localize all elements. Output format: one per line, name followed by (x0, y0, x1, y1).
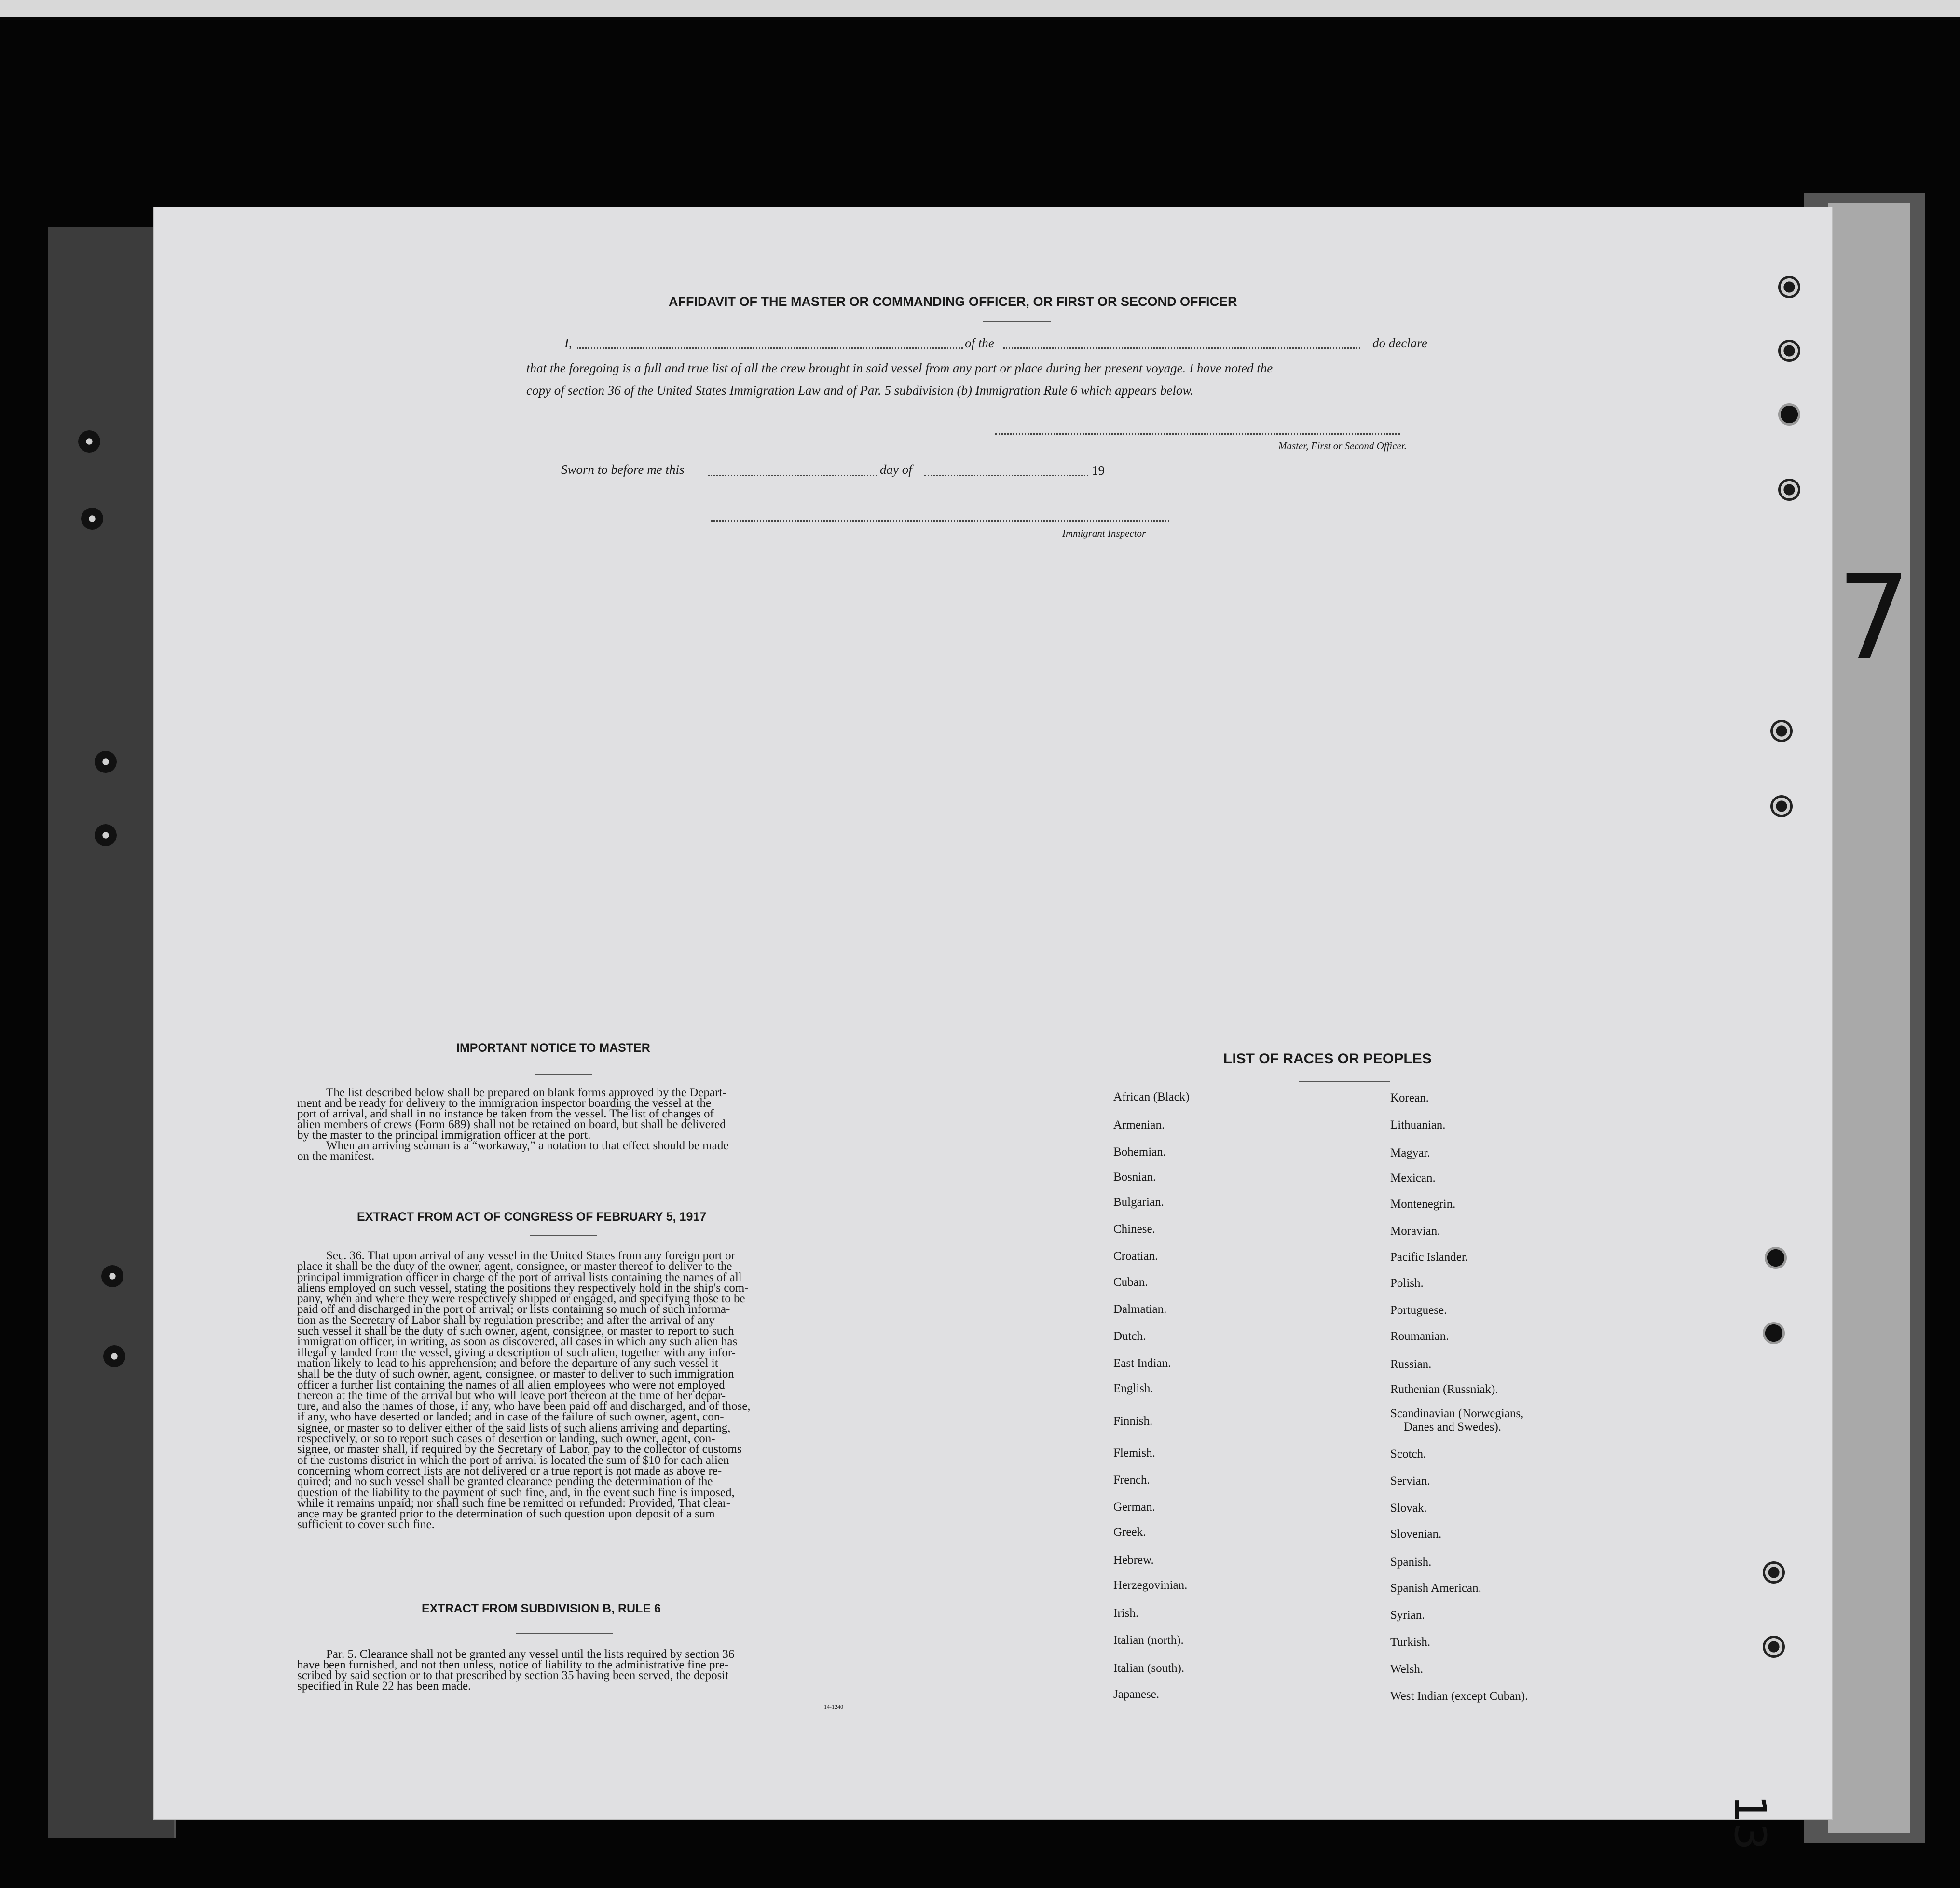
race-item: Turkish. (1390, 1636, 1431, 1649)
race-item: Portuguese. (1390, 1304, 1447, 1317)
race-item: Armenian. (1113, 1118, 1165, 1131)
race-item: Polish. (1390, 1277, 1424, 1290)
race-item: French. (1113, 1474, 1150, 1487)
race-item: Magyar. (1390, 1146, 1430, 1159)
race-item: Bosnian. (1113, 1171, 1156, 1184)
punch-hole-icon (103, 1345, 125, 1367)
race-item: Chinese. (1113, 1223, 1155, 1236)
race-item: Slovenian. (1390, 1528, 1442, 1541)
race-item: Japanese. (1113, 1688, 1160, 1701)
race-item: Mexican. (1390, 1171, 1436, 1185)
race-item: Ruthenian (Russniak). (1390, 1383, 1498, 1396)
handwritten-corner-number: 13 (1725, 1795, 1775, 1850)
race-item: Lithuanian. (1390, 1118, 1446, 1131)
act-line: tion as the Secretary of Labor shall by regulation prescribe; and after the arrival of any (297, 1313, 715, 1327)
month-line (924, 475, 1088, 476)
act-line: of the customs district in which the port of arrival is located the sum of $10 for each alien (297, 1453, 729, 1467)
notice-line: alien members of crews (Form 689) shall not be retained on board, but shall be delivered (297, 1118, 726, 1131)
declaration-line-2: copy of section 36 of the United States Immigration Law and of Par. 5 subdivision (b) Immigration Rule 6 which appears below. (526, 383, 1194, 398)
notice-line: port of arrival, and shall in no instance be taken from the vessel. The list of changes of (297, 1107, 714, 1120)
punch-hole-icon (1763, 1561, 1785, 1584)
act-line: signee, or master so to deliver either of the said lists of such aliens arriving and departing, (297, 1421, 731, 1434)
races-rule (1299, 1081, 1390, 1082)
race-item: Bulgarian. (1113, 1196, 1164, 1209)
act-line: if any, who have deserted or landed; and in case of the failure of such owner, agent, con- (297, 1410, 724, 1424)
punch-hole-icon (1778, 340, 1800, 362)
punch-hole-icon (81, 508, 103, 530)
inspector-signature-line (711, 520, 1169, 522)
affidavit-heading: AFFIDAVIT OF THE MASTER OR COMMANDING OFFICER, OR FIRST OR SECOND OFFICER (669, 294, 1237, 309)
act-line: aliens employed on such vessel, stating the positions they respectively hold in the ship's com- (297, 1281, 749, 1295)
rule-line: specified in Rule 22 has been made. (297, 1680, 471, 1693)
rule-line: scribed by said section or to that prescribed by section 35 having been served, the deposit (297, 1669, 729, 1682)
race-item: Cuban. (1113, 1276, 1148, 1289)
sworn-day-line (708, 475, 877, 476)
race-item: Slovak. (1390, 1502, 1427, 1515)
punch-hole-icon (1763, 1636, 1785, 1658)
race-item: Bohemian. (1113, 1145, 1166, 1158)
act-line: ance may be granted prior to the determination of such question upon deposit of a sum (297, 1507, 715, 1521)
race-item: East Indian. (1113, 1357, 1171, 1370)
race-item: West Indian (except Cuban). (1390, 1690, 1528, 1703)
top-edge-strip (0, 0, 1960, 17)
punch-hole-icon (1763, 1322, 1785, 1344)
act-line: pany, when and where they were respectively shipped or engaged, and specifying those to be (297, 1292, 745, 1306)
race-item: Italian (north). (1113, 1634, 1184, 1647)
race-item: Hebrew. (1113, 1554, 1154, 1567)
race-item: African (Black) (1113, 1090, 1190, 1103)
punch-hole-icon (1765, 1247, 1787, 1269)
form-code: 14-1240 (824, 1703, 843, 1710)
notice-line: on the manifest. (297, 1150, 375, 1163)
act-line: quired; and no such vessel shall be granted clearance pending the determination of the (297, 1475, 713, 1488)
race-item: Servian. (1390, 1475, 1430, 1488)
race-item: Pacific Islander. (1390, 1251, 1468, 1264)
rule-extract-body (297, 1649, 857, 1692)
act-line: question of the liability to the payment of such fine, and, in the event such fine is imposed, (297, 1486, 735, 1499)
act-line: immigration officer, in writing, as soon as discovered, all cases in which any such alien has (297, 1335, 738, 1349)
declaration-line-1: that the foregoing is a full and true list of all the crew brought in said vessel from any port or place during her present voyage. I have noted the (526, 361, 1273, 375)
notice-line: When an arriving seaman is a “workaway,” a notation to that effect should be made (326, 1139, 729, 1152)
of-the-label: of the (965, 336, 994, 350)
signature-line (995, 433, 1400, 435)
rule-rule (516, 1633, 613, 1634)
race-item: Korean. (1390, 1091, 1429, 1104)
notice-line: The list described below shall be prepared on blank forms approved by the Depart- (326, 1086, 726, 1099)
punch-hole-icon (1778, 276, 1800, 298)
race-item: Herzegovinian. (1113, 1579, 1188, 1592)
race-item: Croatian. (1113, 1250, 1158, 1263)
name-field-line (577, 347, 963, 349)
race-item: German. (1113, 1501, 1155, 1514)
race-item: Irish. (1113, 1607, 1139, 1620)
sworn-label: Sworn to before me this (561, 462, 685, 477)
rule-extract-heading: EXTRACT FROM SUBDIVISION B, RULE 6 (422, 1602, 661, 1615)
race-item: Flemish. (1113, 1447, 1155, 1460)
rule-line: Par. 5. Clearance shall not be granted any vessel until the lists required by section 36 (326, 1648, 735, 1661)
act-rule (530, 1235, 597, 1236)
race-item: Moravian. (1390, 1225, 1440, 1238)
punch-hole-icon (1770, 795, 1793, 817)
binder-right-page-edge (1828, 203, 1910, 1833)
punch-hole-icon (1778, 403, 1800, 426)
races-heading: LIST OF RACES OR PEOPLES (1223, 1051, 1432, 1067)
act-line: concerning whom correct lists are not delivered or a true report is not made as above re- (297, 1464, 722, 1477)
act-line: thereon at the time of the arrival but who will leave port thereon at the time of her depar- (297, 1389, 726, 1402)
act-line: such vessel it shall be the duty of such owner, agent, consignee, or master to report to such (297, 1324, 734, 1338)
act-line: sufficient to cover such fine. (297, 1518, 435, 1531)
act-line: principal immigration officer in charge of the port of arrival lists containing the names of all (297, 1270, 742, 1284)
act-line: respectively, or so to report such cases of desertion or landing, such owner, agent, con- (297, 1432, 715, 1446)
race-item: Dalmatian. (1113, 1303, 1167, 1316)
act-extract-body (297, 1251, 857, 1530)
punch-hole-icon (1778, 479, 1800, 501)
form-page (153, 207, 1833, 1820)
act-line: while it remains unpaid; nor shall such fine be remitted or refunded: Provided, That clear- (297, 1496, 731, 1510)
punch-hole-icon (95, 824, 117, 846)
act-line: officer a further list containing the names of all alien employees who were not employed (297, 1378, 725, 1392)
signature-caption: Master, First or Second Officer. (1278, 440, 1407, 452)
race-item: Montenegrin. (1390, 1198, 1456, 1211)
rule-line: have been furnished, and not then unless, notice of liability to the administrative fine pre- (297, 1658, 729, 1671)
punch-hole-icon (78, 430, 100, 453)
notice-line: by the master to the principal immigration officer at the port. (297, 1129, 591, 1142)
race-item: Scotch. (1390, 1447, 1426, 1461)
race-item: Welsh. (1390, 1663, 1424, 1676)
race-item-continuation: Danes and Swedes). (1404, 1420, 1502, 1433)
race-item: Spanish American. (1390, 1582, 1481, 1595)
i-label: I, (564, 336, 572, 350)
punch-hole-icon (101, 1265, 123, 1287)
act-line: paid off and discharged in the port of arrival; or lists containing so much of such informa- (297, 1303, 730, 1316)
handwritten-sheet-number: 7 (1837, 550, 1911, 685)
act-line: signee, or master shall, if required by the Secretary of Labor, pay to the collector of customs (297, 1443, 742, 1456)
race-item: Scandinavian (Norwegians, (1390, 1407, 1524, 1420)
act-line: shall be the duty of such owner, agent, consignee, or master to deliver to such immigration (297, 1367, 734, 1381)
race-item: English. (1113, 1382, 1153, 1395)
punch-hole-icon (95, 751, 117, 773)
race-item: Finnish. (1113, 1415, 1153, 1428)
race-item: Dutch. (1113, 1330, 1146, 1343)
act-line: place it shall be the duty of the owner, agent, consignee, or master thereof to deliver to the (297, 1260, 732, 1273)
punch-hole-icon (1770, 720, 1793, 742)
notice-rule (535, 1074, 592, 1075)
act-line: ture, and also the names of those, if any, who have been paid off and discharged, and of those, (297, 1400, 751, 1413)
race-item: Syrian. (1390, 1609, 1425, 1622)
notice-body (297, 1088, 857, 1162)
race-item: Russian. (1390, 1358, 1432, 1371)
act-line: mation likely to lead to his apprehension; and before the departure of any such vessel it (297, 1356, 718, 1370)
notice-heading: IMPORTANT NOTICE TO MASTER (456, 1041, 650, 1055)
vessel-field-line (1003, 347, 1360, 349)
do-declare-label: do declare (1372, 336, 1427, 350)
heading-rule (983, 321, 1051, 322)
year-prefix: 19 (1092, 463, 1105, 478)
act-extract-heading: EXTRACT FROM ACT OF CONGRESS OF FEBRUARY 5, 1917 (357, 1210, 707, 1224)
day-of-label: day of (880, 462, 912, 477)
act-line: illegally landed from the vessel, giving a description of such alien, together with any infor- (297, 1346, 736, 1359)
race-item: Spanish. (1390, 1556, 1432, 1569)
act-line: Sec. 36. That upon arrival of any vessel in the United States from any foreign port or (326, 1249, 735, 1262)
race-item: Greek. (1113, 1526, 1146, 1539)
notice-line: ment and be ready for delivery to the immigration inspector boarding the vessel at the (297, 1097, 712, 1110)
race-item: Italian (south). (1113, 1662, 1185, 1675)
inspector-caption: Immigrant Inspector (1062, 527, 1146, 539)
race-item: Roumanian. (1390, 1330, 1449, 1343)
